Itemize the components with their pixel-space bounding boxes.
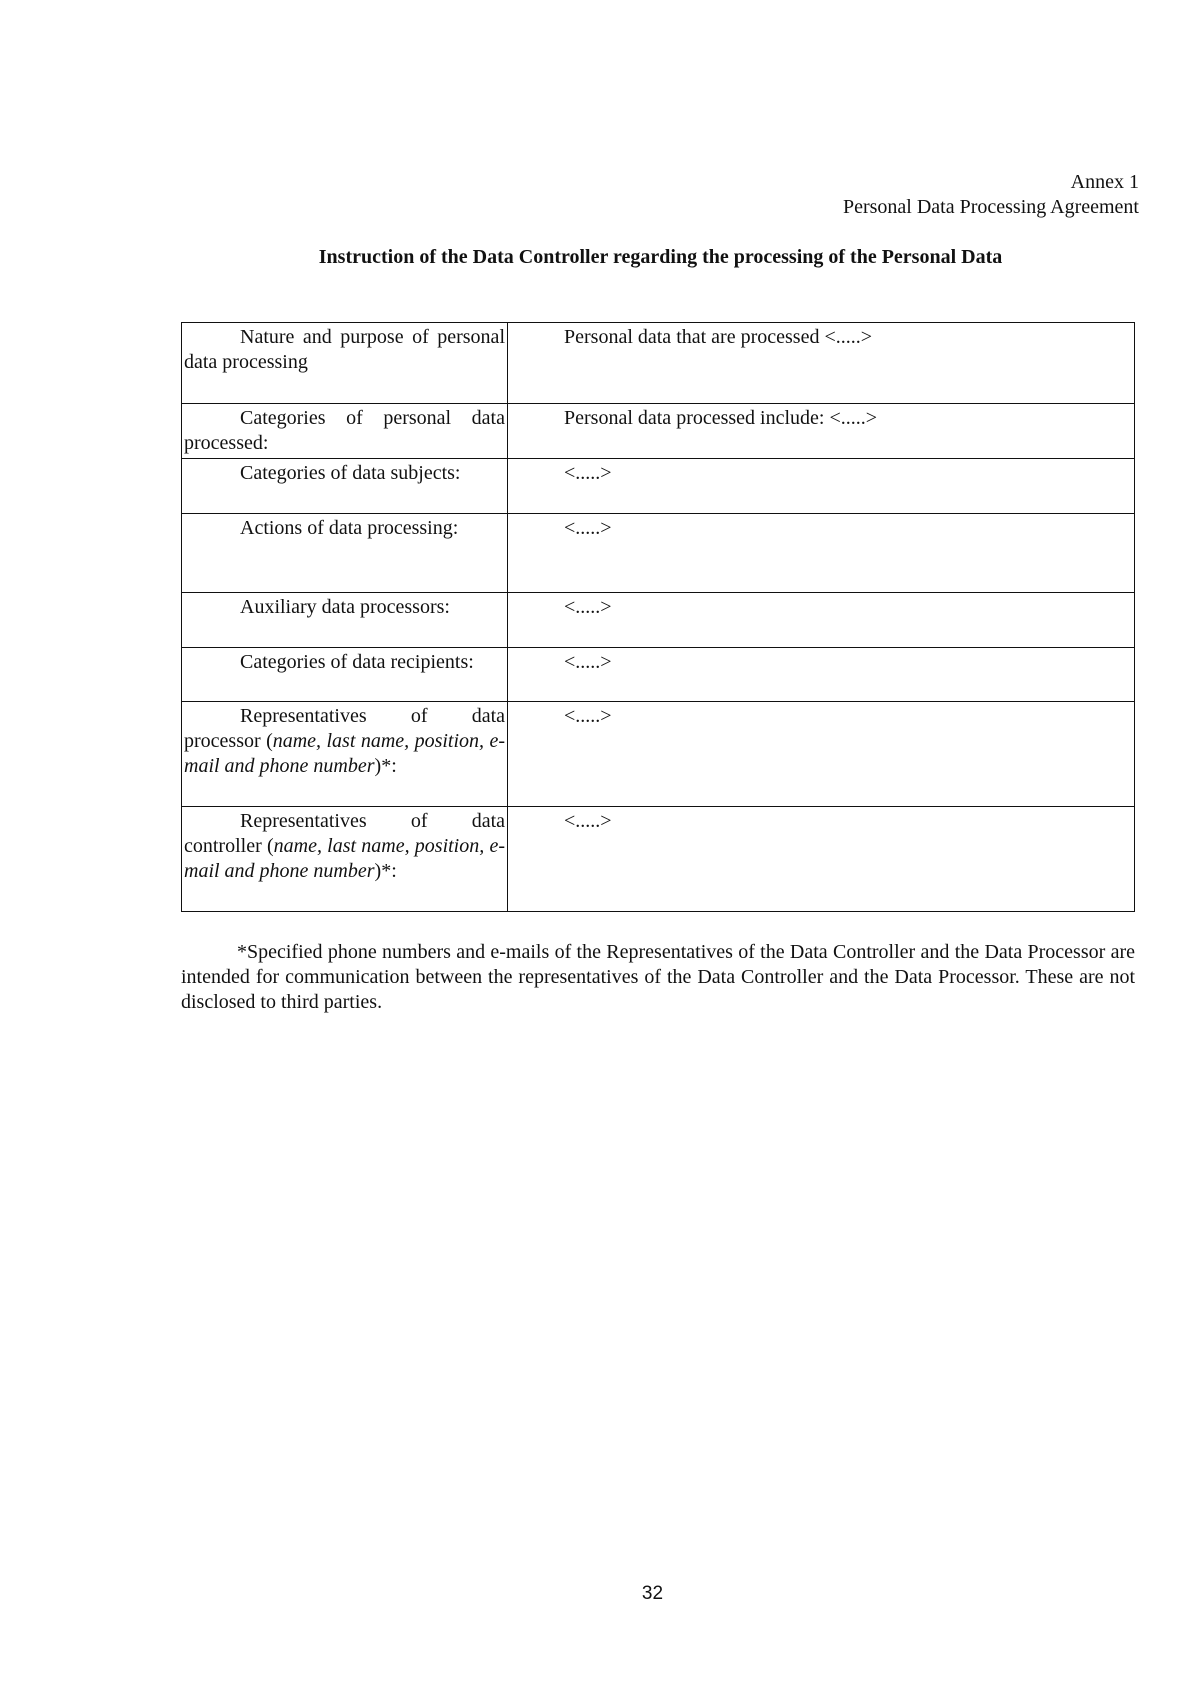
label-italic-text: name, last name, position, e-mail and phone number: [184, 730, 505, 777]
row-label: [182, 323, 508, 404]
table-row: [182, 807, 1135, 912]
document-title: Instruction of the Data Controller regarding the processing of the Personal Data: [318, 246, 1003, 268]
row-value: Personal data processed include: <.....>: [508, 404, 1135, 459]
table-row: [182, 648, 1135, 702]
row-label: Representatives of data processor (name, last name, position, e-mail and phone number)*:: [182, 702, 508, 807]
row-value: <.....>: [508, 514, 1135, 593]
row-label: Representatives of data controller (name, last name, position, e-mail and phone number)*:: [182, 807, 508, 912]
label-suffix: *:: [381, 860, 397, 882]
table-row: [182, 593, 1135, 648]
page-number: 32: [641, 1583, 664, 1604]
table-row: [182, 702, 1135, 807]
row-value: <.....>: [508, 593, 1135, 648]
label-text: Categories of data subjects:: [240, 462, 461, 484]
row-label: [182, 514, 508, 593]
label-text: Categories of personal data processed:: [184, 407, 505, 454]
footnote: [181, 940, 1135, 1015]
row-value: Personal data that are processed <.....>: [508, 323, 1135, 404]
row-label: [182, 459, 508, 514]
row-value: <.....>: [508, 648, 1135, 702]
row-value: <.....>: [508, 807, 1135, 912]
label-text: Categories of data recipients:: [240, 651, 474, 673]
table-row: [182, 514, 1135, 593]
row-label: [182, 404, 508, 459]
annex-header: [843, 170, 1139, 220]
footnote-text: *Specified phone numbers and e-mails of the Representatives of the Data Controller and the Data Processor are intended for communication between the representatives of the Data Controller and the Data Processor. These are not disclosed to third parties.: [181, 941, 1135, 1013]
label-italic-text: name, last name, position, e-mail and phone number: [184, 835, 505, 882]
label-text: Representatives of data processor: [184, 705, 505, 752]
label-text: Representatives of data controller: [184, 810, 505, 857]
annex-number: Annex 1: [1070, 171, 1139, 193]
row-label: [182, 648, 508, 702]
table-row: [182, 323, 1135, 404]
instruction-table: [181, 322, 1135, 912]
row-value: <.....>: [508, 702, 1135, 807]
label-text: Nature and purpose of personal data processing: [184, 326, 505, 373]
table-row: [182, 404, 1135, 459]
table-row: [182, 459, 1135, 514]
row-value: <.....>: [508, 459, 1135, 514]
label-text: Auxiliary data processors:: [240, 596, 450, 618]
label-text: Actions of data processing:: [240, 517, 459, 539]
label-suffix: *:: [381, 755, 397, 777]
agreement-name: Personal Data Processing Agreement: [842, 196, 1139, 218]
row-label: [182, 593, 508, 648]
